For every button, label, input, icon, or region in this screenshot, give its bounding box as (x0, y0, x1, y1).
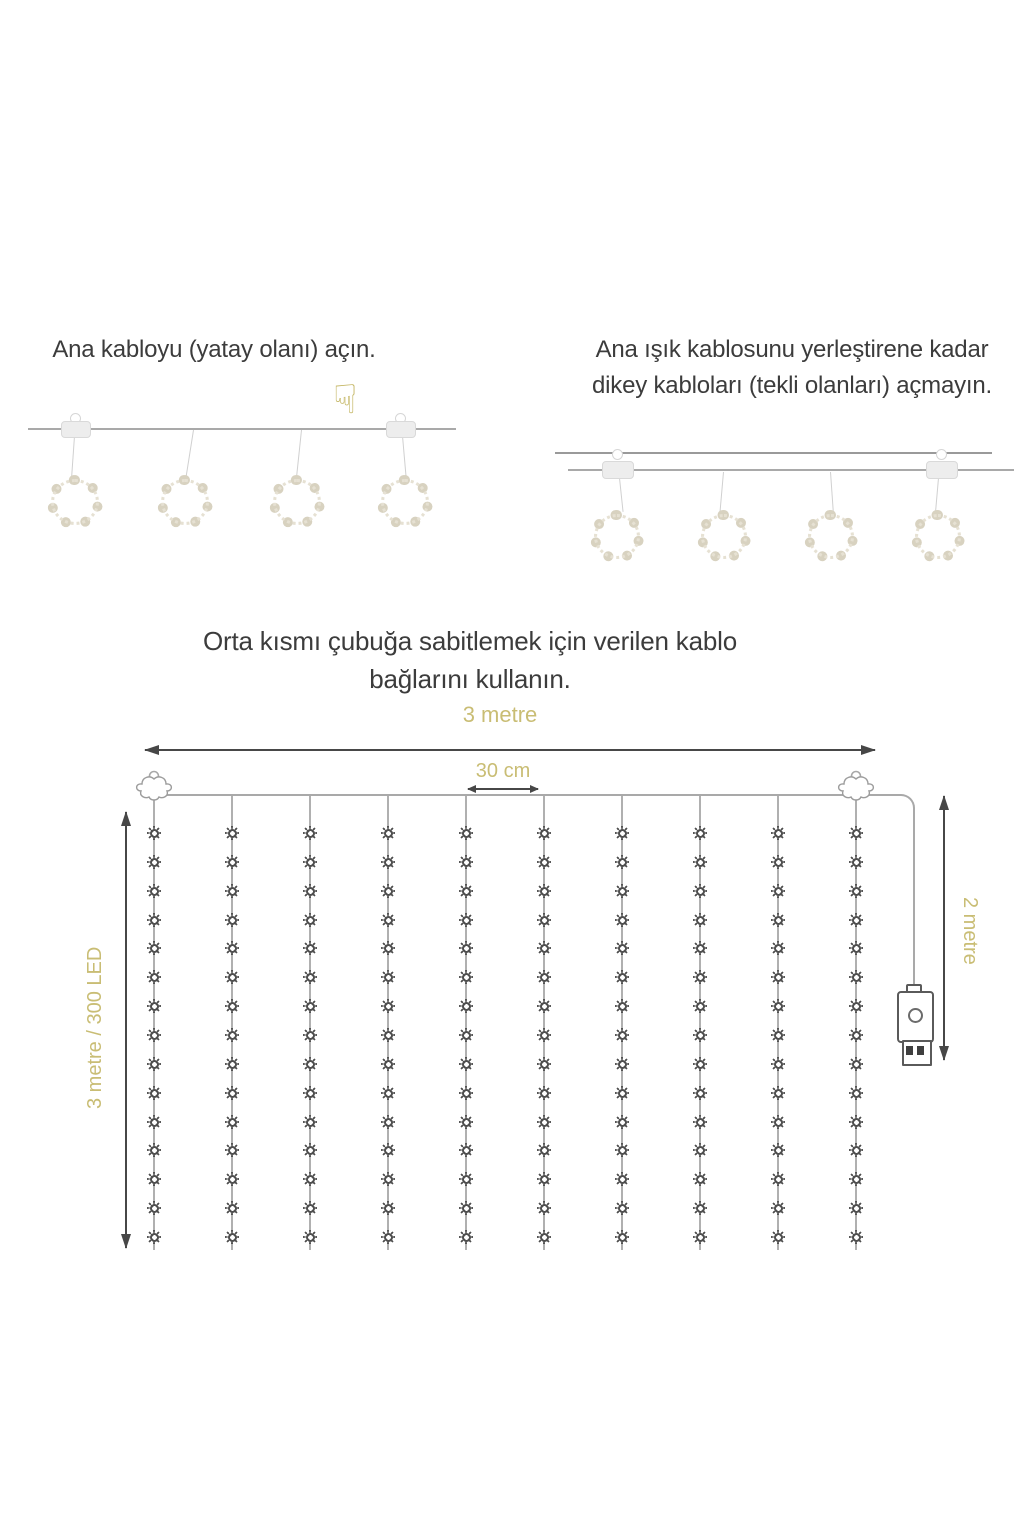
led-bulb-icon (849, 1115, 863, 1129)
end-connector-left (132, 768, 176, 810)
led-bulb-icon (459, 1086, 473, 1100)
led-bulb-icon (459, 1028, 473, 1042)
led-bulb-icon (771, 1143, 785, 1157)
led-bulb-icon (849, 1172, 863, 1186)
led-bulb-icon (537, 1143, 551, 1157)
height-dimension-label: 3 metre / 300 LED (84, 946, 106, 1110)
width-dimension-label: 3 metre (462, 702, 538, 727)
led-bulb-icon (771, 1230, 785, 1244)
led-bulb-icon (303, 913, 317, 927)
led-bulb-icon (537, 826, 551, 840)
led-bulb-icon (147, 941, 161, 955)
main-cable-line (151, 794, 873, 796)
led-bulb-icon (225, 884, 239, 898)
usb-controller-button (908, 1008, 923, 1023)
led-bulb-icon (381, 913, 395, 927)
led-bulb-icon (147, 884, 161, 898)
usb-plug-pin (917, 1046, 924, 1055)
led-bulb-icon (771, 999, 785, 1013)
led-bulb-icon (693, 999, 707, 1013)
led-bulb-icon (693, 1115, 707, 1129)
led-bulb-icon (615, 826, 629, 840)
led-bulb-icon (693, 1057, 707, 1071)
step3-title-line1: Orta kısmı çubuğa sabitlemek için verilen kablo (203, 626, 737, 656)
led-bulb-icon (147, 999, 161, 1013)
led-bulb-icon (615, 1143, 629, 1157)
led-bulb-icon (225, 855, 239, 869)
led-bulb-icon (459, 1143, 473, 1157)
led-bulb-icon (693, 1201, 707, 1215)
led-bulb-icon (771, 1028, 785, 1042)
led-bulb-icon (849, 855, 863, 869)
led-bulb-icon (693, 1143, 707, 1157)
led-bulb-icon (693, 855, 707, 869)
led-bulb-icon (693, 884, 707, 898)
led-bulb-icon (459, 999, 473, 1013)
led-bulb-icon (147, 1230, 161, 1244)
led-bulb-icon (147, 913, 161, 927)
led-bulb-icon (381, 1201, 395, 1215)
led-bulb-icon (459, 1201, 473, 1215)
led-bulb-icon (693, 970, 707, 984)
led-bulb-icon (225, 1143, 239, 1157)
power-cable (873, 794, 915, 989)
led-bulb-icon (771, 1115, 785, 1129)
led-bulb-icon (303, 1028, 317, 1042)
led-bulb-icon (693, 941, 707, 955)
led-bulb-icon (537, 999, 551, 1013)
led-bulb-icon (537, 1086, 551, 1100)
led-bulb-icon (303, 855, 317, 869)
led-bulb-icon (849, 913, 863, 927)
led-bulb-icon (459, 1172, 473, 1186)
led-bulb-icon (615, 1057, 629, 1071)
power-drop-label: 2 metre (959, 897, 981, 965)
led-bulb-icon (303, 826, 317, 840)
led-bulb-icon (225, 999, 239, 1013)
led-bulb-icon (615, 1086, 629, 1100)
led-bulb-icon (537, 913, 551, 927)
led-bulb-icon (147, 1028, 161, 1042)
led-bulb-icon (693, 826, 707, 840)
led-bulb-icon (147, 826, 161, 840)
led-bulb-icon (381, 826, 395, 840)
led-bulb-icon (615, 884, 629, 898)
led-bulb-icon (225, 913, 239, 927)
led-bulb-icon (303, 884, 317, 898)
led-bulb-icon (381, 884, 395, 898)
led-bulb-icon (537, 970, 551, 984)
led-bulb-icon (303, 999, 317, 1013)
led-bulb-icon (147, 1086, 161, 1100)
led-bulb-icon (615, 941, 629, 955)
usb-plug-pin (906, 1046, 913, 1055)
led-bulb-icon (303, 1115, 317, 1129)
led-bulb-icon (147, 1057, 161, 1071)
led-bulb-icon (459, 913, 473, 927)
led-bulb-icon (615, 855, 629, 869)
led-bulb-icon (303, 1143, 317, 1157)
led-bulb-icon (693, 1086, 707, 1100)
led-bulb-icon (303, 970, 317, 984)
led-bulb-icon (225, 1086, 239, 1100)
led-bulb-icon (537, 1115, 551, 1129)
led-bulb-icon (225, 970, 239, 984)
led-bulb-icon (147, 970, 161, 984)
led-bulb-icon (771, 1172, 785, 1186)
led-bulb-icon (615, 1230, 629, 1244)
led-bulb-icon (147, 1143, 161, 1157)
led-bulb-icon (381, 999, 395, 1013)
led-bulb-icon (381, 1057, 395, 1071)
led-bulb-icon (303, 1086, 317, 1100)
led-bulb-icon (849, 1201, 863, 1215)
led-bulb-icon (459, 884, 473, 898)
led-bulb-icon (849, 1028, 863, 1042)
led-bulb-icon (147, 1201, 161, 1215)
led-bulb-icon (849, 970, 863, 984)
led-bulb-icon (771, 884, 785, 898)
led-bulb-icon (771, 826, 785, 840)
led-bulb-icon (225, 1172, 239, 1186)
led-bulb-icon (381, 855, 395, 869)
led-bulb-icon (771, 1086, 785, 1100)
led-bulb-icon (381, 1086, 395, 1100)
led-bulb-icon (693, 913, 707, 927)
led-bulb-icon (771, 913, 785, 927)
led-bulb-icon (849, 826, 863, 840)
led-bulb-icon (537, 1230, 551, 1244)
power-drop-arrow (943, 796, 945, 1060)
led-bulb-icon (693, 1172, 707, 1186)
led-bulb-icon (225, 1230, 239, 1244)
step2-title-line1: Ana ışık kablosunu yerleştirene kadar (595, 336, 989, 363)
led-bulb-icon (381, 1230, 395, 1244)
led-bulb-icon (303, 1201, 317, 1215)
step1-title: Ana kabloyu (yatay olanı) açın. (52, 336, 376, 363)
led-bulb-icon (381, 941, 395, 955)
led-bulb-icon (381, 1172, 395, 1186)
led-bulb-icon (693, 1230, 707, 1244)
step3-title-line2: bağlarını kullanın. (369, 664, 571, 694)
led-bulb-icon (615, 1028, 629, 1042)
pointing-hand-icon: ☟ (333, 377, 358, 423)
led-bulb-icon (459, 1115, 473, 1129)
led-bulb-icon (459, 1057, 473, 1071)
led-bulb-icon (537, 1201, 551, 1215)
led-bulb-icon (225, 941, 239, 955)
led-bulb-icon (615, 913, 629, 927)
led-bulb-icon (381, 1115, 395, 1129)
led-bulb-icon (537, 941, 551, 955)
led-bulb-icon (381, 1143, 395, 1157)
led-bulb-icon (147, 1115, 161, 1129)
led-bulb-icon (303, 1057, 317, 1071)
led-bulb-icon (225, 826, 239, 840)
led-bulb-icon (537, 855, 551, 869)
led-bulb-icon (771, 970, 785, 984)
led-bulb-icon (147, 1172, 161, 1186)
led-bulb-icon (459, 826, 473, 840)
led-bulb-icon (615, 999, 629, 1013)
led-bulb-icon (849, 1086, 863, 1100)
led-bulb-icon (615, 1201, 629, 1215)
led-bulb-icon (225, 1201, 239, 1215)
led-bulb-icon (771, 855, 785, 869)
led-bulb-icon (459, 941, 473, 955)
end-connector-right (834, 768, 878, 810)
led-bulb-icon (459, 970, 473, 984)
led-bulb-icon (459, 855, 473, 869)
led-bulb-icon (615, 1172, 629, 1186)
led-bulb-icon (771, 941, 785, 955)
led-bulb-icon (537, 1057, 551, 1071)
led-bulb-icon (849, 999, 863, 1013)
spacing-dimension-label: 30 cm (475, 760, 531, 782)
height-dimension-arrow (125, 812, 127, 1248)
led-bulb-icon (147, 855, 161, 869)
led-bulb-icon (303, 941, 317, 955)
step2-title-line2: dikey kabloları (tekli olanları) açmayın. (592, 372, 992, 399)
led-bulb-icon (225, 1057, 239, 1071)
led-bulb-icon (303, 1230, 317, 1244)
led-bulb-icon (459, 1230, 473, 1244)
led-bulb-icon (537, 884, 551, 898)
led-bulb-icon (849, 1057, 863, 1071)
led-bulb-icon (537, 1172, 551, 1186)
led-bulb-icon (849, 1143, 863, 1157)
led-bulb-icon (615, 1115, 629, 1129)
led-bulb-icon (849, 941, 863, 955)
led-bulb-icon (537, 1028, 551, 1042)
led-bulb-icon (225, 1028, 239, 1042)
led-bulb-icon (381, 970, 395, 984)
led-bulb-icon (771, 1201, 785, 1215)
led-bulb-icon (849, 1230, 863, 1244)
led-bulb-icon (381, 1028, 395, 1042)
led-bulb-icon (849, 884, 863, 898)
led-bulb-icon (303, 1172, 317, 1186)
led-bulb-icon (771, 1057, 785, 1071)
led-bulb-icon (693, 1028, 707, 1042)
led-bulb-icon (225, 1115, 239, 1129)
led-bulb-icon (615, 970, 629, 984)
